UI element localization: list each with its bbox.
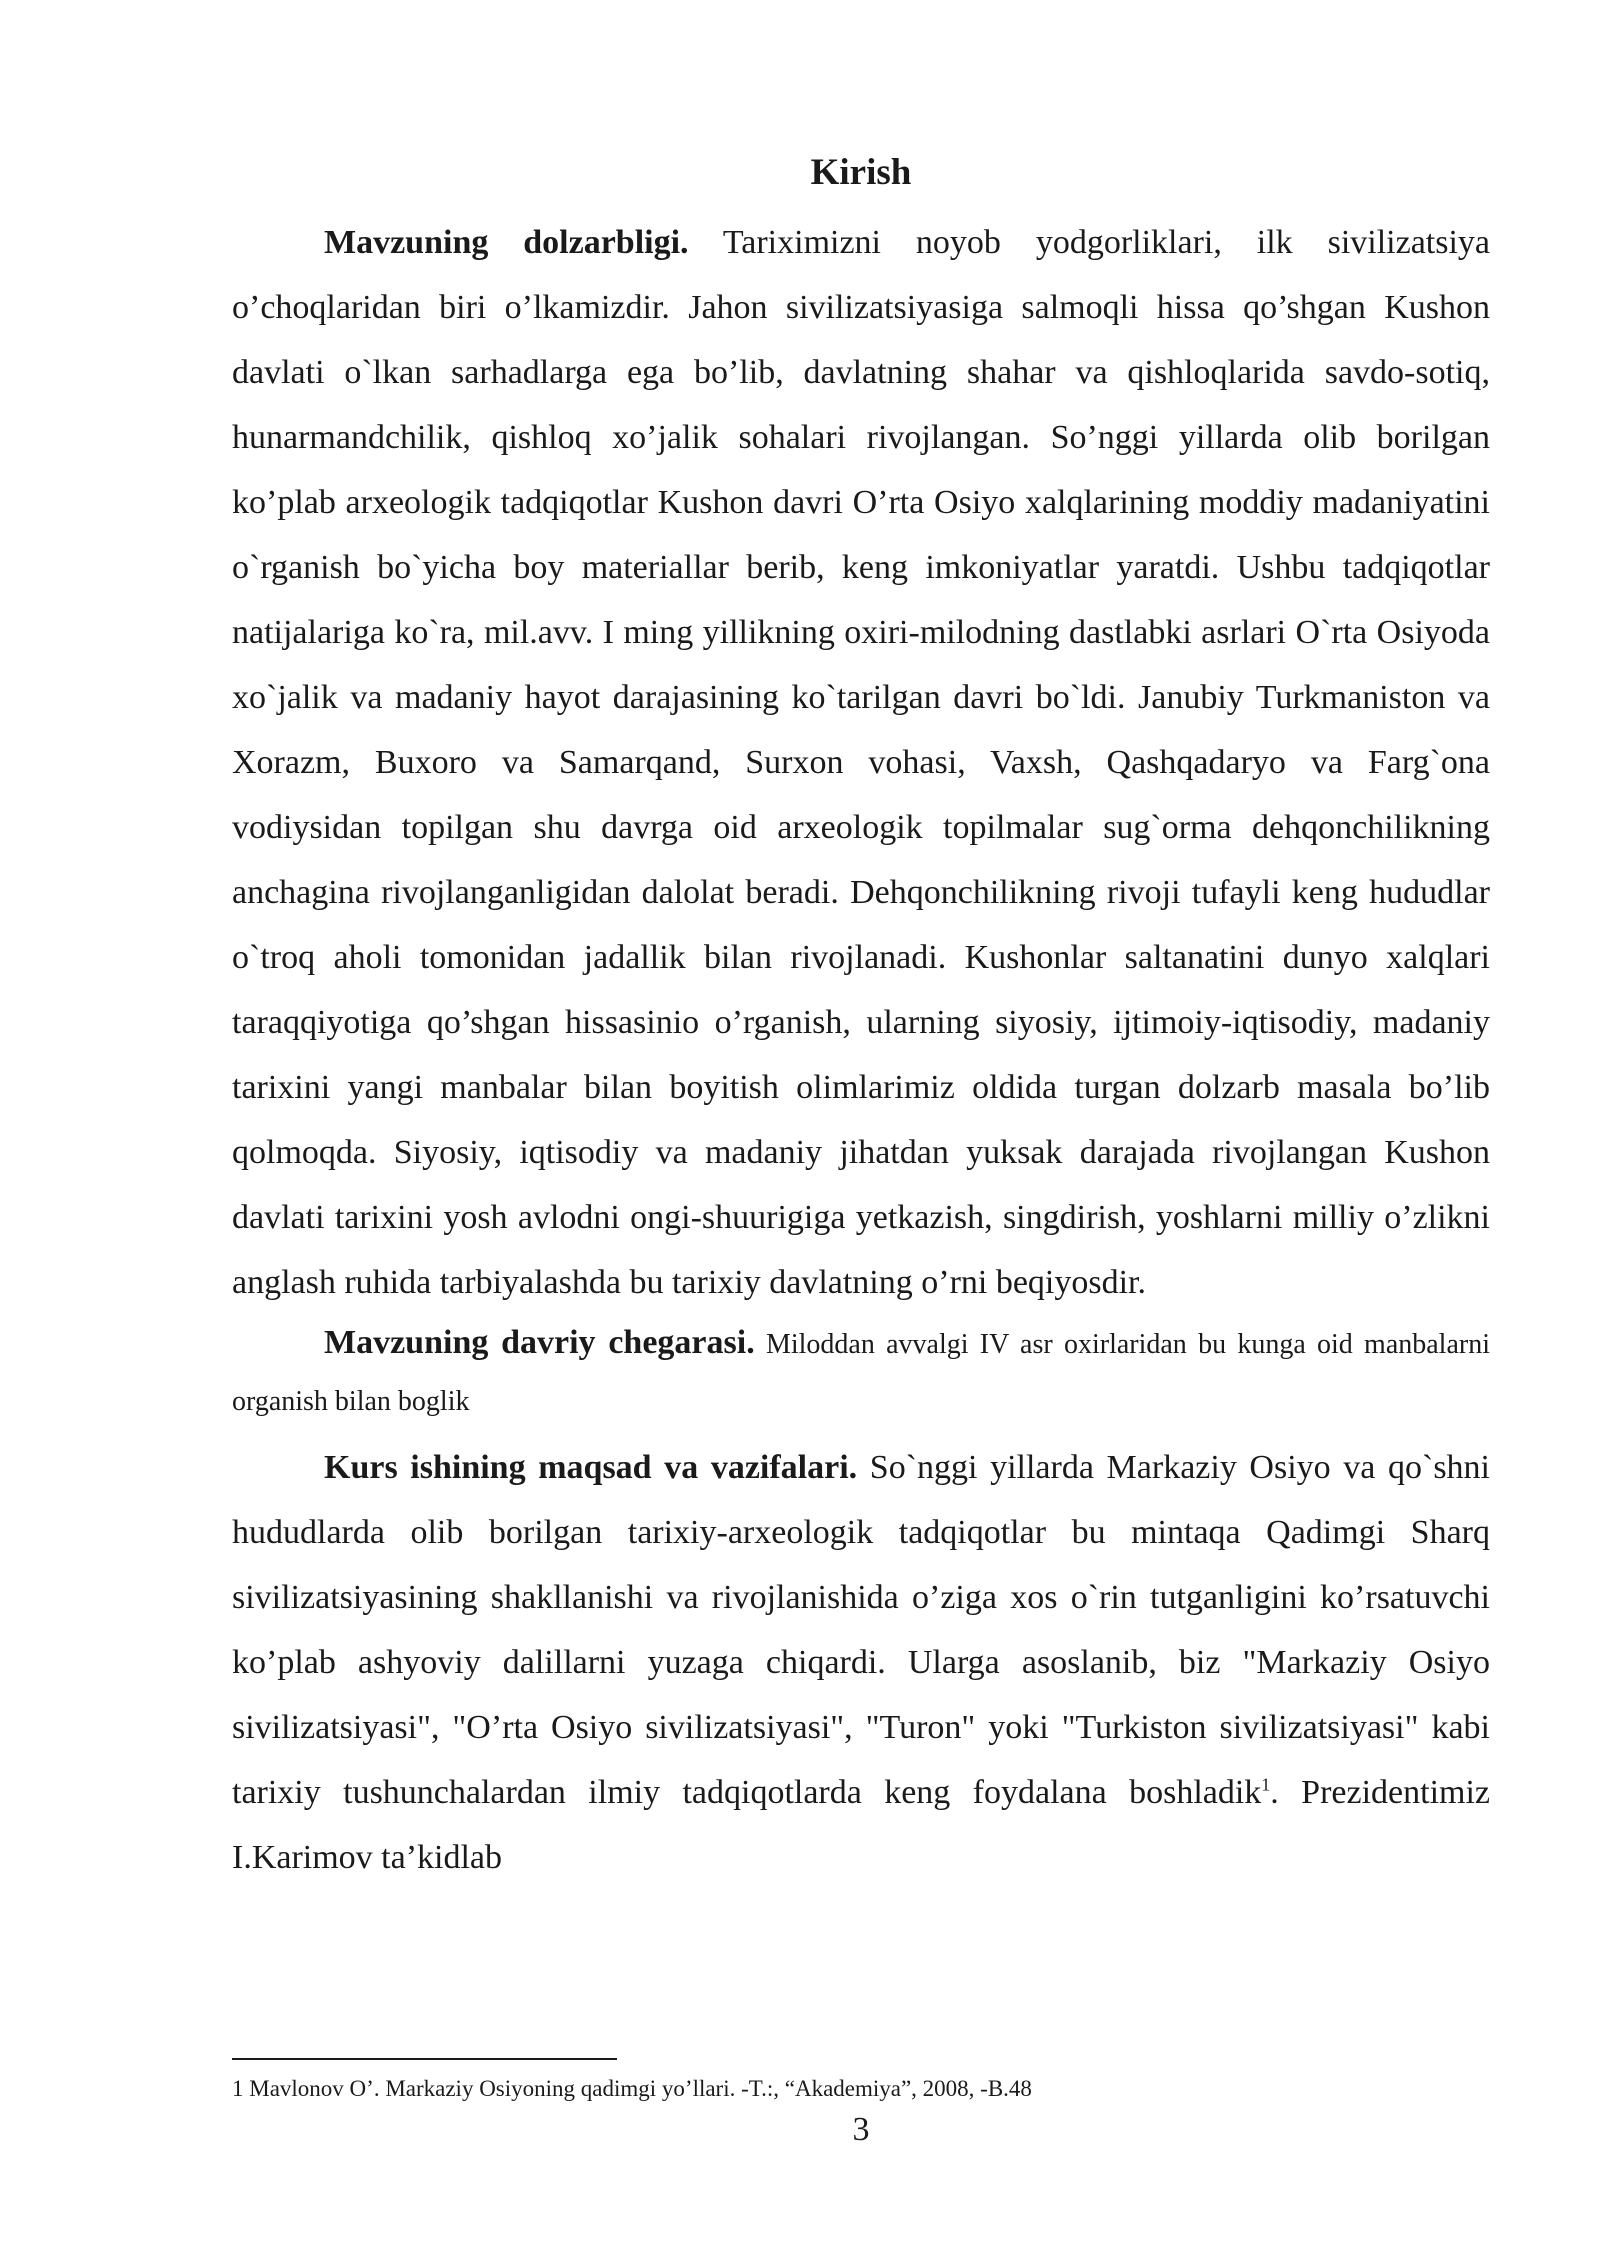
text-period: Miloddan avvalgi IV asr oxirlaridan bu kunga oid manbalarni organish bilan boglik [232,1329,1490,1417]
heading-period-punct: . [746,1324,755,1361]
paragraph-goals [232,1435,1490,1890]
page-title-container [232,150,1490,196]
paragraph-relevance [232,210,1490,1315]
heading-relevance: Mavzuning dolzarbligi. [324,224,689,261]
heading-goals: Kurs ishining maqsad va vazifalari. [324,1449,858,1486]
footnote: 1 Mavlonov O’. Markaziy Osiyoning qadimgi yo’llari. -T.:, “Akademiya”, 2008, -B.48 [232,2076,1032,2101]
page-title: Kirish [810,152,912,193]
footnote-separator [232,2058,617,2060]
footnote-reference[interactable]: 1 [1261,1774,1271,1795]
text-relevance: Tariximizni noyob yodgorliklari, ilk sivilizatsiya o’choqlaridan biri o’lkamizdir. Jahon sivilizatsiyasiga salmoqli hissa qo’shgan Kushon davlati o`lkan sarhadlarga ega bo’lib, davlatning shahar va qishloqlarida savdo-sotiq, hunarmandchilik, qishloq xo’jalik sohalari rivojlangan. So’nggi yillarda olib borilgan ko’plab arxeologik tadqiqotlar Kushon davri O’rta Osiyo xalqlarining moddiy madaniyatini o`rganish bo`yicha boy materiallar berib, keng imkoniyatlar yaratdi. Ushbu tadqiqotlar natijalariga ko`ra, mil.avv. I ming yillikning oxiri-milodning dastlabki asrlari O`rta Osiyoda xo`jalik va madaniy hayot darajasining ko`tarilgan davri bo`ldi. Janubiy Turkmaniston va Xorazm, Buxoro va Samarqand, Surxon vohasi, Vaxsh, Qashqadaryo va Farg`ona vodiysidan topilgan shu davrga oid arxeologik topilmalar sug`orma dehqonchilikning anchagina rivojlanganligidan dalolat beradi. Dehqonchilikning rivoji tufayli keng hududlar o`troq aholi tomonidan jadallik bilan rivojlanadi. Kushonlar saltanatini dunyo xalqlari taraqqiyotiga qo’shgan hissasinio o’rganish, ularning siyosiy, ijtimoiy-iqtisodiy, madaniy tarixini yangi manbalar bilan boyitish olimlarimiz oldida turgan dolzarb masala bo’lib qolmoqda. Siyosiy, iqtisodiy va madaniy jihatdan yuksak darajada rivojlangan Kushon davlati tarixini yosh avlodni ongi-shuurigiga yetkazish, singdirish, yoshlarni milliy o’zlikni anglash ruhida tarbiyalashda bu tarixiy davlatning o’rni beqiyosdir. [232,224,1491,1301]
text-goals: So`nggi yillarda Markaziy Osiyo va qo`shni hududlarda olib borilgan tarixiy-arxeologik tadqiqotlar bu mintaqa Qadimgi Sharq sivilizatsiyasining shakllanishi va rivojlanishida o’ziga xos o`rin tutganligini ko’rsatuvchi ko’plab ashyoviy dalillarni yuzaga chiqardi. Ularga asoslanib, biz "Markaziy Osiyo sivilizatsiyasi", "O’rta Osiyo sivilizatsiyasi", "Turon" yoki "Turkiston sivilizatsiyasi" kabi tarixiy tushunchalardan ilmiy tadqiqotlarda keng foydalana boshladik [232,1449,1490,1811]
body-text [232,210,1490,1890]
page-number: 3 [852,2111,870,2148]
paragraph-period [232,1315,1490,1429]
heading-period: Mavzuning davriy chegarasi [324,1324,747,1361]
text-goals-after: . Prezidentimiz I.Karimov ta’kidlab [232,1774,1490,1876]
